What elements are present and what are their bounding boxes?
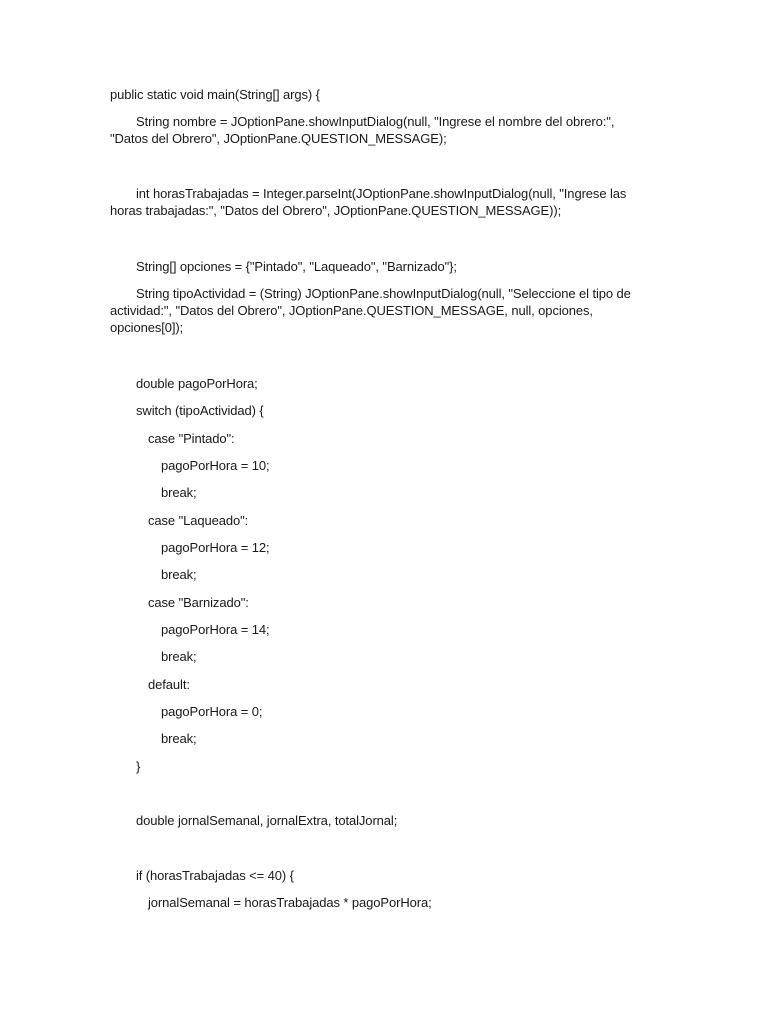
code-line-pago-14: pagoPorHora = 14; <box>161 622 270 637</box>
code-line-break: break; <box>161 485 197 500</box>
code-line-pago-10: pagoPorHora = 10; <box>161 458 270 473</box>
code-line-break: break; <box>161 649 197 664</box>
code-line-horas: int horasTrabajadas = Integer.parseInt(JOptionPane.showInputDialog(null, "Ingrese las horas trabajadas:", "Datos del Obrero", JOptionPane.QUESTION_MESSAGE)); <box>110 186 627 218</box>
code-line-pago-12: pagoPorHora = 12; <box>161 540 270 555</box>
code-line-main-signature: public static void main(String[] args) { <box>110 87 320 102</box>
code-line-tipo-actividad: String tipoActividad = (String) JOptionPane.showInputDialog(null, "Seleccione el tipo de actividad:", "Datos del Obrero", JOptionPane.QUESTION_MESSAGE, null, opciones, opciones[0]); <box>110 286 631 335</box>
code-line-case-pintado: case "Pintado": <box>148 431 235 446</box>
code-line-case-barnizado: case "Barnizado": <box>148 595 249 610</box>
code-line-switch: switch (tipoActividad) { <box>136 403 264 418</box>
code-line-jornal-semanal: jornalSemanal = horasTrabajadas * pagoPorHora; <box>148 895 432 910</box>
code-line-jornal-declaration: double jornalSemanal, jornalExtra, totalJornal; <box>136 813 398 828</box>
code-line-break: break; <box>161 567 197 582</box>
code-line-opciones: String[] opciones = {"Pintado", "Laqueado", "Barnizado"}; <box>136 259 457 274</box>
code-line-default: default: <box>148 677 190 692</box>
code-line-break: break; <box>161 731 197 746</box>
code-line-pago-declaration: double pagoPorHora; <box>136 376 258 391</box>
code-line-if-horas: if (horasTrabajadas <= 40) { <box>136 868 294 883</box>
code-line-pago-0: pagoPorHora = 0; <box>161 704 263 719</box>
code-line-case-laqueado: case "Laqueado": <box>148 513 249 528</box>
code-line-switch-close: } <box>136 759 141 774</box>
code-line-nombre: String nombre = JOptionPane.showInputDialog(null, "Ingrese el nombre del obrero:", "Datos del Obrero", JOptionPane.QUESTION_MESSAGE); <box>110 114 615 146</box>
